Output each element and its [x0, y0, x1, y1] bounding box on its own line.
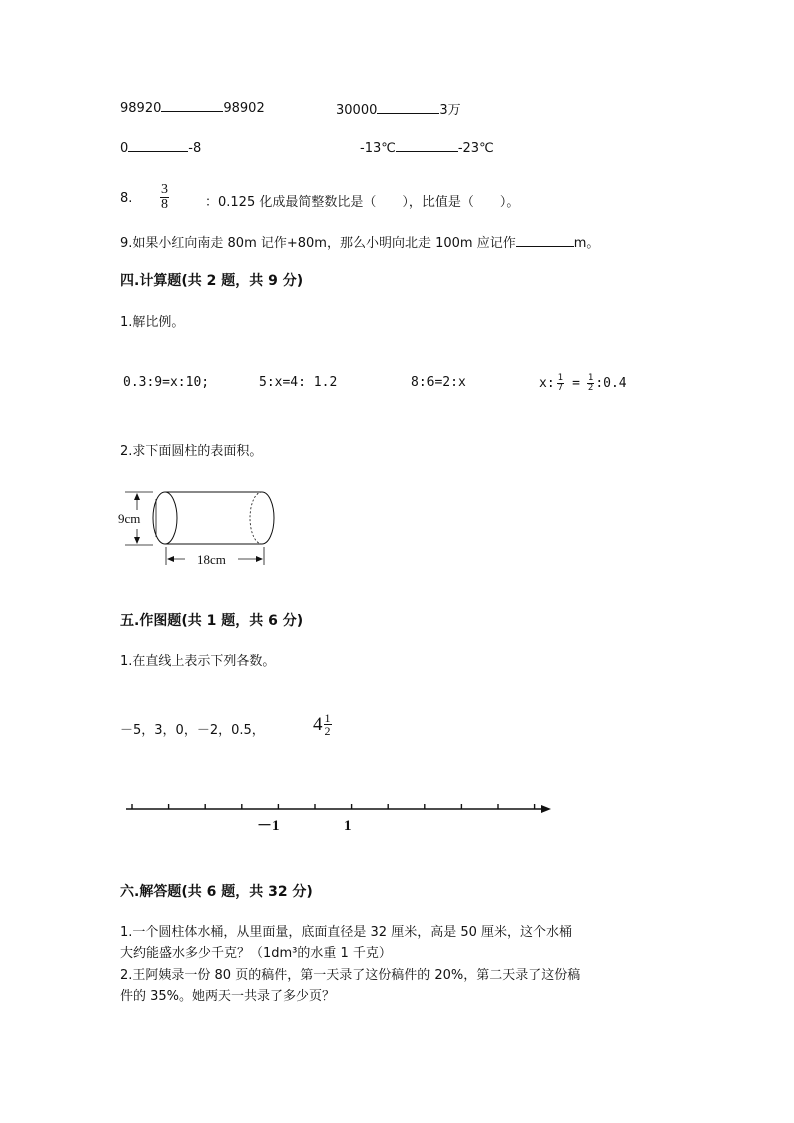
compare-value: 3万 — [439, 103, 461, 118]
q8-number: 8. — [120, 191, 133, 206]
compare-row-1-right — [336, 99, 461, 118]
cylinder-length-label: 18cm — [197, 552, 226, 567]
q9-text — [120, 232, 599, 251]
arrow-right-icon — [541, 805, 551, 813]
proportion-4 — [539, 368, 627, 398]
cylinder-diagram — [115, 485, 290, 575]
tick-label-neg1: －1 — [257, 818, 280, 834]
compare-value: -13℃ — [360, 141, 396, 156]
question-text: 1.一个圆柱体水桶，从里面量，底面直径是 32 厘米，高是 50 厘米，这个水桶 — [120, 925, 573, 940]
compare-value: -8 — [188, 141, 202, 156]
compare-value: 98920 — [120, 101, 162, 116]
section-title: 六.解答题(共 6 题，共 32 分) — [120, 884, 313, 900]
fraction-denominator: 8 — [161, 197, 168, 212]
compare-value: 30000 — [336, 103, 378, 118]
proportion-text: :0.4 — [595, 375, 627, 391]
section-title: 五.作图题(共 1 题，共 6 分) — [120, 613, 304, 629]
answer-blank[interactable] — [161, 99, 223, 112]
proportion-3: 8:6=2:x — [411, 375, 466, 390]
question-text: 1.解比例。 — [120, 315, 185, 330]
proportion-1: 0.3:9=x:10; — [123, 375, 210, 390]
compare-value: -23℃ — [457, 141, 494, 156]
question-text: 1.在直线上表示下列各数。 — [120, 654, 276, 669]
question-text: 2.王阿姨录一份 80 页的稿件，第一天录了这份稿件的 20%，第二天录了这份稿 — [120, 968, 581, 983]
compare-row-2-left — [120, 139, 201, 156]
compare-row-2-right — [360, 139, 494, 156]
q8-text: ：0.125 化成最简整数比是（ ），比值是（ ）。 — [205, 195, 520, 210]
mixed-number-whole: 4 — [313, 713, 323, 735]
numbers-to-plot: －5，3，0，－2，0.5， — [120, 723, 265, 738]
section-title: 四.计算题(共 2 题，共 9 分) — [120, 273, 304, 289]
answer-blank[interactable] — [377, 101, 439, 114]
proportion-2: 5:x=4: 1.2 — [259, 375, 338, 390]
fraction-numerator: 3 — [161, 182, 168, 197]
compare-value: 0 — [120, 141, 129, 156]
q8-fraction — [160, 183, 169, 212]
number-line[interactable] — [120, 795, 560, 840]
fraction-numerator: 1 — [587, 372, 594, 383]
question-text: 大约能盛水多少千克？（1dm³的水重 1 千克） — [120, 946, 392, 961]
cylinder-height-label: 9cm — [118, 511, 141, 526]
answer-blank[interactable] — [396, 139, 458, 152]
question-text: 2.求下面圆柱的表面积。 — [120, 444, 263, 459]
compare-row-1-left — [120, 99, 265, 116]
answer-blank[interactable] — [516, 234, 574, 247]
mixed-number — [313, 712, 332, 737]
q9-unit: m。 — [573, 236, 600, 251]
fraction-denominator: 7 — [557, 382, 564, 393]
tick-label-pos1: 1 — [344, 818, 352, 834]
fraction-numerator: 1 — [324, 711, 331, 725]
proportion-text: x: — [539, 375, 555, 391]
fraction-denominator: 2 — [587, 382, 594, 393]
equals-sign: = — [572, 375, 580, 391]
fraction-denominator: 2 — [324, 724, 331, 738]
fraction-numerator: 1 — [557, 372, 564, 383]
question-text: 件的 35%。她两天一共录了多少页？ — [120, 989, 336, 1004]
answer-blank[interactable] — [128, 139, 188, 152]
q9-prompt: 9.如果小红向南走 80m 记作+80m，那么小明向北走 100m 应记作 — [120, 236, 516, 251]
compare-value: 98902 — [223, 101, 265, 116]
